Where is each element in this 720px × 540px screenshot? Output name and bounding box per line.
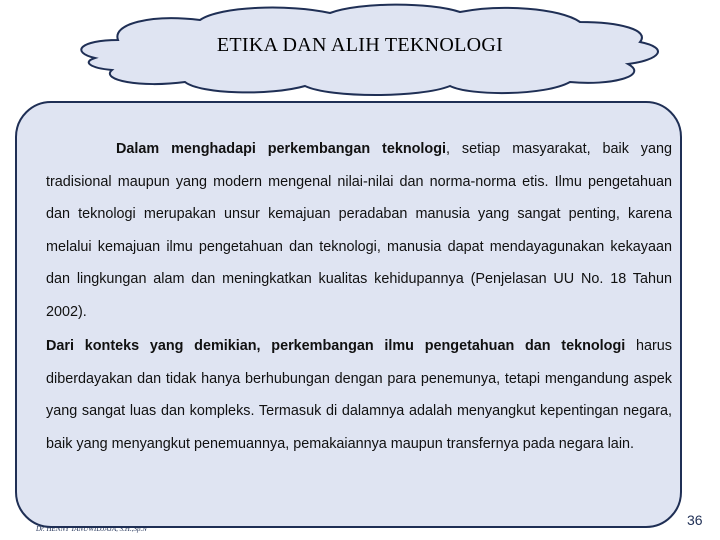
paragraph-1-lead: Dalam menghadapi perkembangan teknologi — [116, 141, 446, 157]
paragraph-1-text: , setiap masyarakat, baik yang tradisional maupun yang modern mengenal nilai-nilai dan norma-norma etis. Ilmu pengetahuan dan teknologi merupakan unsur kemajuan peradaban manusia yang sangat penting, karena melalui kemajuan ilmu pengetahuan dan teknologi, manusia dapat mendayagunakan kekayaan dan lingkungan alam dan meningkatkan kualitas kehidupannya (Penjelasan UU No. 18 Tahun 2002). — [46, 141, 673, 320]
title-cloud — [0, 0, 720, 100]
footer-author: Dr. HENNY TANUWIDJAJA, S.H.,Sp.N — [36, 525, 147, 533]
slide-title: ETIKA DAN ALIH TEKNOLOGI — [216, 34, 504, 56]
paragraph-1 — [46, 133, 672, 329]
page-number: 36 — [687, 512, 703, 528]
paragraph-2-lead: Dari konteks yang demikian, perkembangan ilmu pengetahuan dan teknologi — [46, 338, 626, 354]
paragraph-2-text: harus diberdayakan dan tidak hanya berhubungan dengan para penemunya, tetapi mengandung aspek yang sangat luas dan kompleks. Termasuk di dalamnya adalah menyangkut kepentingan negara, baik yang menyangkut penemuannya, pemakaiannya maupun transfernya pada negara lain. — [46, 338, 672, 452]
paragraph-2 — [46, 330, 672, 460]
